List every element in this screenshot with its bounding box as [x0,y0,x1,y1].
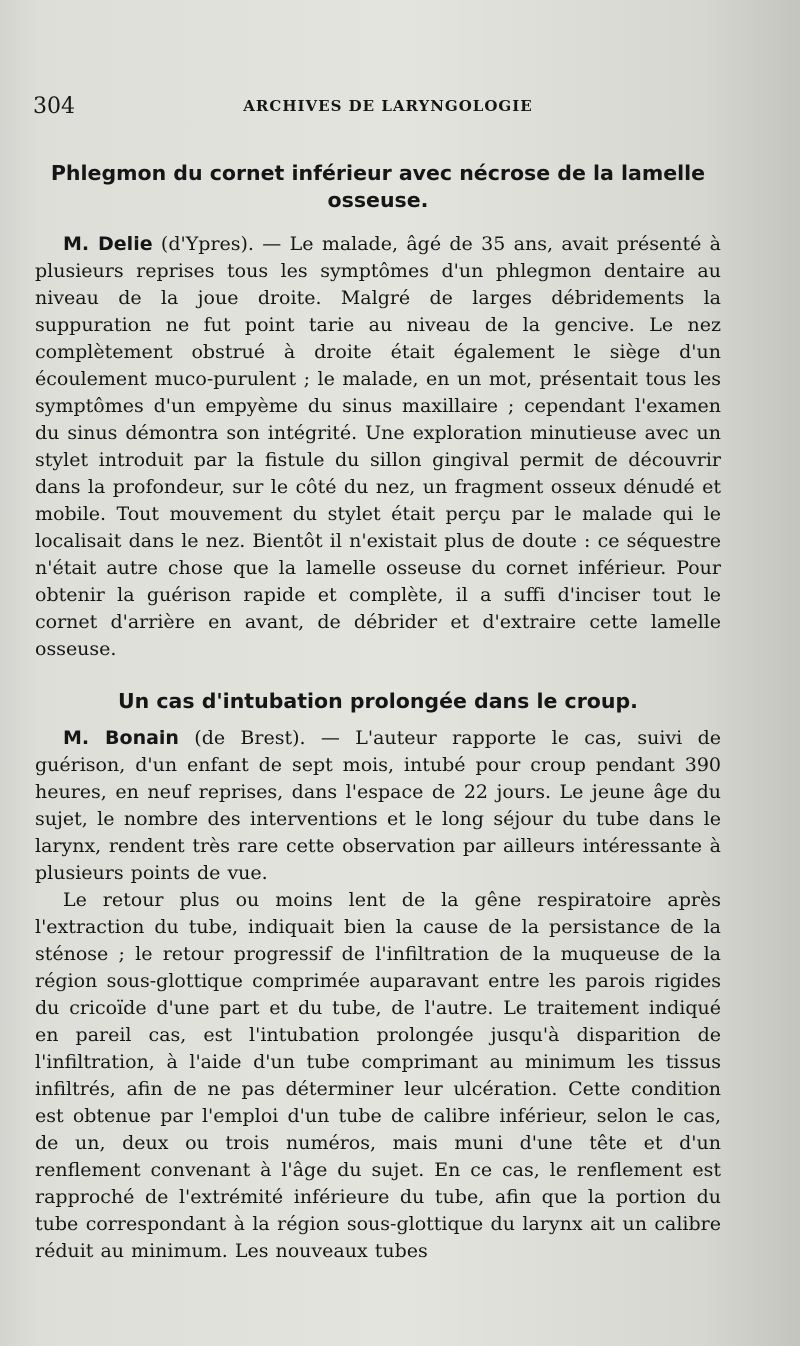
paragraph-text: L'auteur rapporte le cas, suivi de guérison, d'un enfant de sept mois, intubé pour croup pendant 390 heures, en neuf reprises, dans l'espace de 22 jours. Le jeune âge du sujet, le nombre des interventions et le long séjour du tube dans le larynx, rendent très rare cette observation par ailleurs intéressante à plusieurs points de vue. [35,727,721,884]
page-number: 304 [33,94,75,119]
paragraph-text: Le malade, âgé de 35 ans, avait présenté à plusieurs reprises tous les symptômes d'un phlegmon dentaire au niveau de la joue droite. Malgré de larges débridements la suppuration ne fut point tarie au niveau de la gencive. Le nez complètement obstrué à droite était également le siège d'un écoulement muco-purulent ; le malade, en un mot, présentait tous les symptômes d'un empyème du sinus maxillaire ; cependant l'examen du sinus démontra son intégrité. Une exploration minutieuse avec un stylet introduit par la fistule du sillon gingival permit de découvrir dans la profondeur, sur le côté du nez, un fragment osseux dénudé et mobile. Tout mouvement du stylet était perçu par le malade qui le localisait dans le nez. Bientôt il n'existait plus de doute : ce séquestre n'était autre chose que la lamelle osseuse du cornet inférieur. Pour obtenir la guérison rapide et complète, il a suffi d'inciser tout le cornet d'arrière en avant, de débrider et d'extraire cette lamelle osseuse. [35,233,722,660]
section-title-phlegmon: Phlegmon du cornet inférieur avec nécrose de la lamelle osseuse. [50,161,706,212]
author-name: M. Delie [63,233,153,255]
section-body-phlegmon [35,231,721,663]
section-title-intubation: Un cas d'intubation prolongée dans le croup. [118,689,638,713]
page-content [35,160,721,1265]
page-header [33,94,743,122]
running-title: ARCHIVES DE LARYNGOLOGIE [243,97,533,115]
section-body-intubation [35,725,721,887]
section-body-intubation-continued: Le retour plus ou moins lent de la gêne respiratoire après l'extraction du tube, indiquait bien la cause de la persistance de la sténose ; le retour progressif de l'infiltration de la muqueuse de la région sous-glottique comprimée auparavant entre les parois rigides du cricoïde d'une part et du tube, de l'autre. Le traitement indiqué en pareil cas, est l'intubation prolongée jusqu'à disparition de l'infiltration, à l'aide d'un tube comprimant au minimum les tissus infiltrés, afin de ne pas déterminer leur ulcération. Cette condition est obtenue par l'emploi d'un tube de calibre inférieur, selon le cas, de un, deux ou trois numéros, mais muni d'une tête et d'un renflement convenant à l'âge du sujet. En ce cas, le renflement est rapproché de l'extrémité inférieure du tube, afin que la portion du tube correspondant à la région sous-glottique du larynx ait un calibre réduit au minimum. Les nouveaux tubes [35,889,721,1262]
author-affiliation: (de Brest). — [178,727,356,749]
author-name: M. Bonain [63,727,179,749]
author-affiliation: (d'Ypres). — [152,233,290,255]
